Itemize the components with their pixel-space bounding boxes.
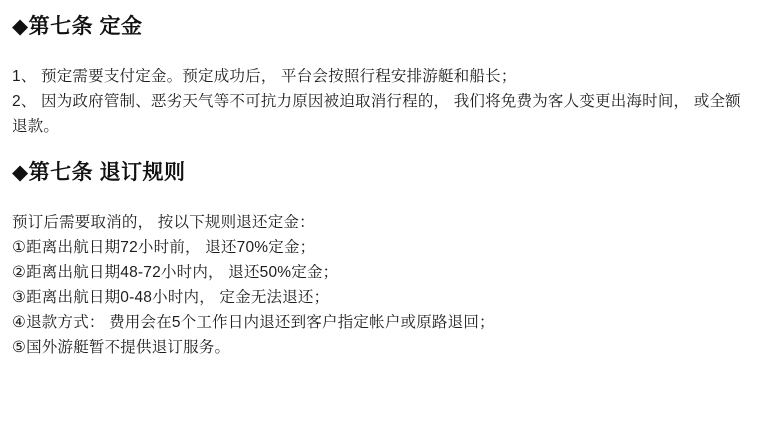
- cancellation-rule-1: ①距离出航日期72小时前， 退还70%定金；: [12, 238, 316, 256]
- section-heading-cancellation-label: ◆第七条 退订规则: [12, 160, 186, 184]
- cancellation-rule-4: ④退款方式： 费用会在5个工作日内退还到客户指定帐户或原路退回；: [12, 314, 495, 332]
- cancellation-rule-5: ⑤国外游艇暂不提供退订服务。: [12, 339, 231, 357]
- section-cancellation: [12, 160, 752, 361]
- cancellation-rule-3: ③距离出航日期0-48小时内， 定金无法退还；: [12, 289, 330, 307]
- cancellation-intro: 预订后需要取消的， 按以下规则退还定金：: [12, 213, 315, 231]
- section-heading-deposit-label: ◆第七条 定金: [12, 15, 143, 38]
- spacer-between-sections: [12, 140, 752, 160]
- section-deposit: [12, 14, 752, 140]
- deposit-paragraph-1: 1、 预定需要支付定金。预定成功后， 平台会按照行程安排游艇和船长；: [12, 68, 517, 86]
- section-heading-deposit: [12, 14, 752, 40]
- cancellation-body: [12, 210, 752, 361]
- deposit-body: [12, 64, 752, 139]
- spacer-after-heading-2: [12, 192, 752, 210]
- spacer-after-heading-1: [12, 46, 752, 64]
- deposit-paragraph-2: 2、 因为政府管制、恶劣天气等不可抗力原因被迫取消行程的， 我们将免费为客人变更出海时间， 或全额退款。: [12, 93, 741, 136]
- cancellation-rule-2: ②距离出航日期48-72小时内， 退还50%定金；: [12, 264, 339, 282]
- section-heading-cancellation: [12, 160, 752, 186]
